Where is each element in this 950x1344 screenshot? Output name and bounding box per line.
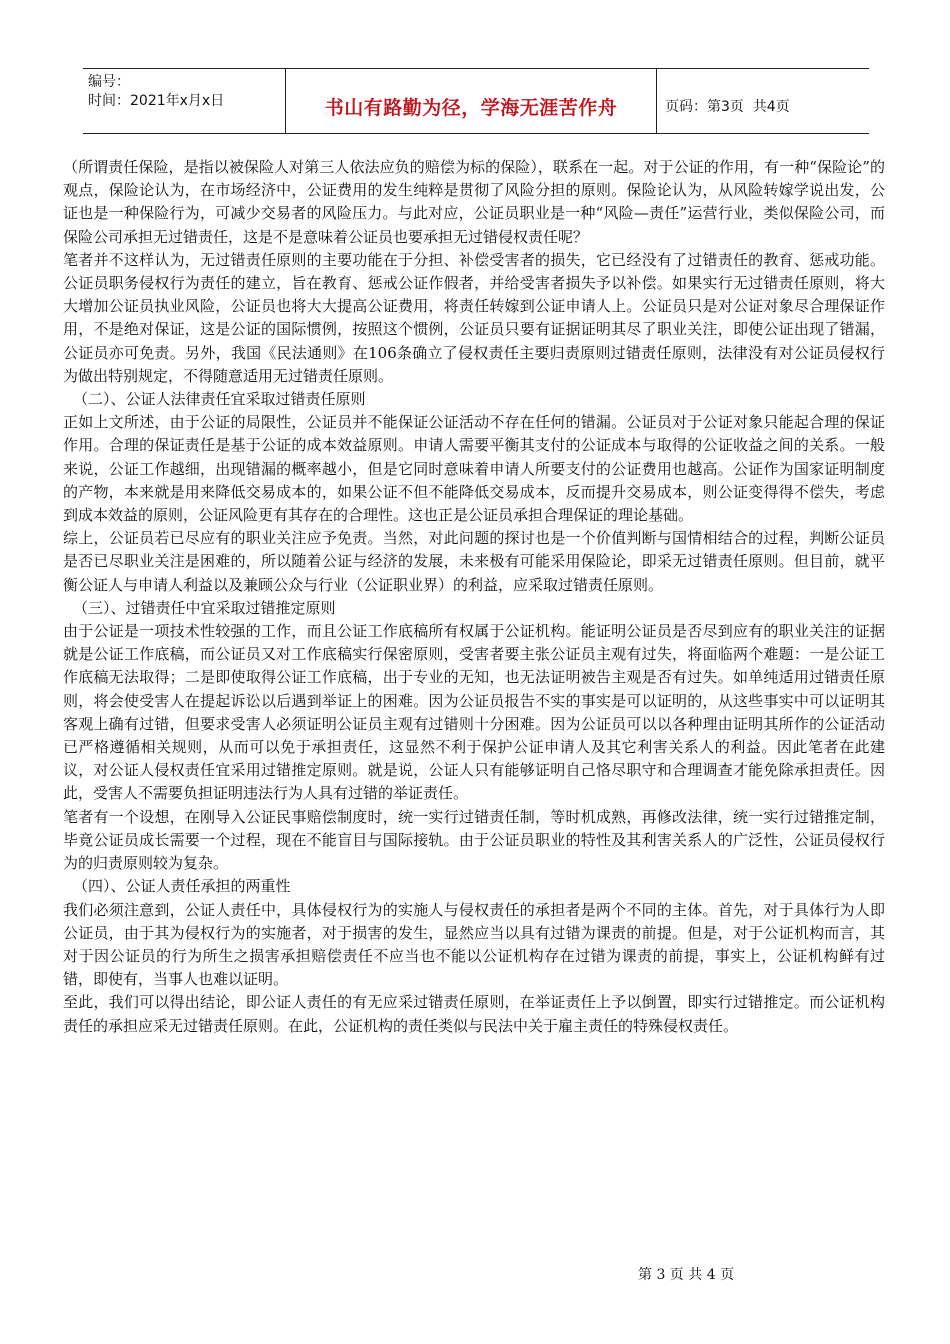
document-time-label: 时间：2021年x月x日 [88,93,225,109]
page-footer-number: 第 3 页 共 4 页 [638,1267,735,1283]
page-header [83,68,869,134]
body-paragraph: 笔者有一个设想，在刚导入公证民事赔偿制度时，统一实行过错责任制，等时机成熟，再修改法律，统一实行过错推定制，毕竟公证员成长需要一个过程，现在不能盲目与国际接轨。由于公证员职业的特性及其利害关系人的广泛性，公证员侵权行为的归责原则较为复杂。 [63,807,885,873]
body-paragraph: （所谓责任保险，是指以被保险人对第三人依法应负的赔偿为标的保险），联系在一起。对于公证的作用，有一种“保险论”的观点，保险论认为，在市场经济中，公证费用的发生纯粹是贯彻了风险分担的原则。保险论认为，从风险转嫁学说出发，公证也是一种保险行为，可减少交易者的风险压力。与此对应，公证员职业是一种“风险—责任”运营行业，类似保险公司，而保险公司承担无过错责任，这是不是意味着公证员也要承担无过错侵权责任呢？ [63,158,885,246]
body-paragraph: 至此，我们可以得出结论，即公证人责任的有无应采过错责任原则，在举证责任上予以倒置，即实行过错推定。而公证机构责任的承担应采无过错责任原则。在此，公证机构的责任类似与民法中关于雇主责任的特殊侵权责任。 [63,993,885,1035]
section-heading: （二）、公证人法律责任宜采取过错责任原则 [73,390,366,409]
body-paragraph: 综上，公证员若已尽应有的职业关注应予免责。当然，对此问题的探讨也是一个价值判断与国情相结合的过程，判断公证员是否已尽职业关注是困难的，所以随着公证与经济的发展，未来极有可能采用保险论，即采无过错责任原则。但目前，就平衡公证人与申请人利益以及兼顾公众与行业（公证职业界）的利益，应采取过错责任原则。 [63,529,885,594]
section-heading: （四）、公证人责任承担的两重性 [73,877,291,896]
body-paragraph: 由于公证是一项技术性较强的工作，而且公证工作底稿所有权属于公证机构。能证明公证员是否尽到应有的职业关注的证据就是公证工作底稿，而公证员又对工作底稿实行保密原则，受害者要主张公证员主观有过失，将面临两个难题：一是公证工作底稿无法取得；二是即使取得公证工作底稿，出于专业的无知，也无法证明被告主观是否有过失。如单纯适用过错责任原则，将会使受害人在提起诉讼以后遇到举证上的困难。因为公证员报告不实的事实是可以证明的，从这些事实中可以证明其客观上确有过错，但要求受害人必须证明公证员主观有过错则十分困难。因为公证员可以以各种理由证明其所作的公证活动已严格遵循相关规则，从而可以免于承担责任，这显然不利于保护公证申请人及其它利害关系人的利益。因此笔者在此建议，对公证人侵权责任宜采用过错推定原则。就是说，公证人只有能够证明自己恪尽职守和合理调查才能免除承担责任。因此，受害人不需要负担证明违法行为人具有过错的举证责任。 [63,622,885,803]
body-paragraph: 正如上文所述，由于公证的局限性，公证员并不能保证公证活动不存在任何的错漏。公证员对于公证对象只能起合理的保证作用。合理的保证责任是基于公证的成本效益原则。申请人需要平衡其支付的公证成本与取得的公证收益之间的关系。一般来说，公证工作越细，出现错漏的概率越小，但是它同时意味着申请人所要支付的公证费用也越高。公证作为国家证明制度的产物，本来就是用来降低交易成本的，如果公证不但不能降低交易成本，反而提升交易成本，则公证变得得不偿失，考虑到成本效益的原则，公证风险更有其存在的合理性。这也正是公证员承担合理保证的理论基础。 [63,413,885,525]
header-page-label: 页码：第3页 共4页 [665,99,790,115]
header-motto: 书山有路勤为径，学海无涯苦作舟 [324,96,618,119]
body-paragraph: 笔者并不这样认为，无过错责任原则的主要功能在于分担、补偿受害者的损失，它已经没有了过错责任的教育、惩戒功能。公证员职务侵权行为责任的建立，旨在教育、惩戒公证作假者，并给受害者损失予以补偿。如果实行无过错责任原则，将大大增加公证员执业风险，公证员也将大大提高公证费用，将责任转嫁到公证申请人上。公证员只是对公证对象尽合理保证作用，不是绝对保证，这是公证的国际惯例，按照这个惯例，公证员只要有证据证明其尽了职业关注，即使公证出现了错漏，公证员亦可免责。另外，我国《民法通则》在106条确立了侵权责任主要归责原则过错责任原则，法律没有对公证员侵权行为做出特别规定，不得随意适用无过错责任原则。 [63,250,885,385]
section-heading: （三）、过错责任中宜采取过错推定原则 [73,598,336,617]
document-number-label: 编号： [88,74,130,90]
header-meta [83,69,285,133]
body-paragraph: 我们必须注意到，公证人责任中，具体侵权行为的实施人与侵权责任的承担者是两个不同的主体。首先，对于具体行为人即公证员，由于其为侵权行为的实施者，对于损害的发生，显然应当以具有过错为课责的前提。但是，对于公证机构而言，其对于因公证员的行为所生之损害承担赔偿责任不应当也不能以公证机构存在过错为课责的前提，事实上，公证机构鲜有过错，即使有，当事人也难以证明。 [63,900,885,989]
header-page-cell [657,69,869,133]
document-body [63,156,885,1038]
header-motto-cell [285,69,657,133]
